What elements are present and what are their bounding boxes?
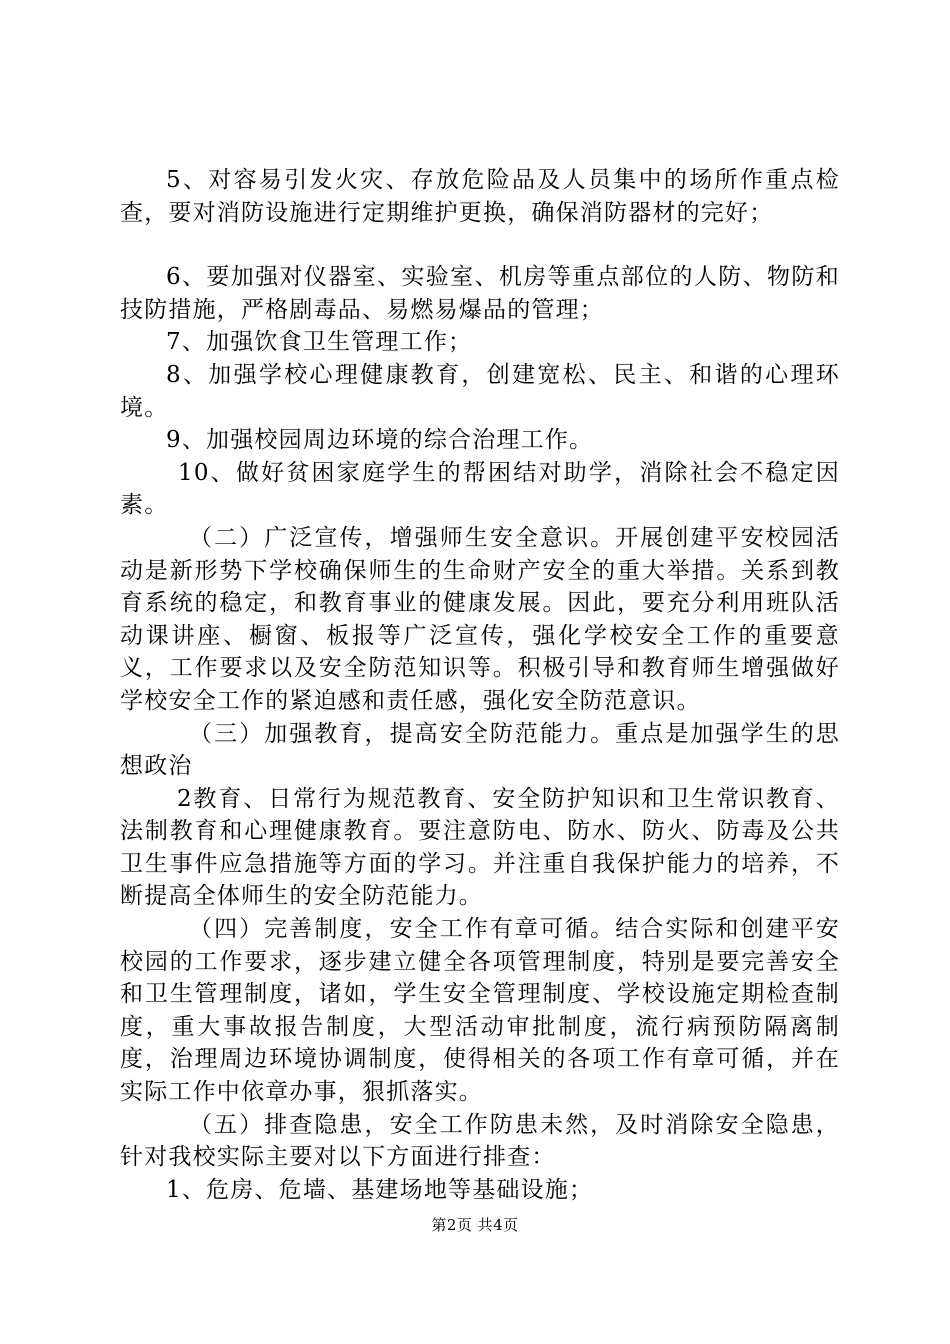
paragraph-section-3: （三）加强教育，提高安全防范能力。重点是加强学生的思想政治: [120, 720, 840, 780]
paragraph-section-4: （四）完善制度，安全工作有章可循。结合实际和创建平安校园的工作要求，逐步建立健全各项管理制度，特别是要完善安全和卫生管理制度，诸如，学生安全管理制度、学校设施定期检查制度，重大事故报告制度，大型活动审批制度，流行病预防隔离制度，治理周边环境协调制度，使得相关的各项工作有章可循，并在实际工作中依章办事，狠抓落实。: [120, 916, 840, 1106]
paragraph-check-item-1: 1、危房、危墙、基建场地等基础设施；: [166, 1176, 594, 1203]
paragraph-item-8: 8、加强学校心理健康教育，创建宽松、民主、和谐的心理环境。: [120, 361, 840, 421]
paragraph-item-5: 5、对容易引发火灾、存放危险品及人员集中的场所作重点检查，要对消防设施进行定期维护更换，确保消防器材的完好；: [120, 167, 840, 226]
paragraph-item-7: 7、加强饮食卫生管理工作；: [166, 329, 473, 356]
document-body: [120, 164, 840, 1206]
paragraph-item-10: 10、做好贫困家庭学生的帮困结对助学，消除社会不稳定因素。: [120, 459, 840, 519]
page-number-footer: 第2页 共4页: [431, 1216, 519, 1234]
paragraph-section-3-continued: 2教育、日常行为规范教育、安全防护知识和卫生常识教育、法制教育和心理健康教育。要注意防电、防水、防火、防毒及公共卫生事件应急措施等方面的学习。并注重自我保护能力的培养，不断提高全体师生的安全防范能力。: [120, 785, 840, 910]
paragraph-item-6: 6、要加强对仪器室、实验室、机房等重点部位的人防、物防和技防措施，严格剧毒品、易燃易爆品的管理；: [120, 264, 840, 323]
paragraph-item-9: 9、加强校园周边环境的综合治理工作。: [166, 427, 594, 454]
paragraph-section-2: （二）广泛宣传，增强师生安全意识。开展创建平安校园活动是新形势下学校确保师生的生命财产安全的重大举措。关系到教育系统的稳定，和教育事业的健康发展。因此，要充分利用班队活动课讲座、橱窗、板报等广泛宣传，强化学校安全工作的重要意义，工作要求以及安全防范知识等。积极引导和教育师生增强做好学校安全工作的紧迫感和责任感，强化安全防范意识。: [120, 524, 840, 714]
paragraph-section-5: （五）排查隐患，安全工作防患未然，及时消除安全隐患，针对我校实际主要对以下方面进行排查：: [120, 1111, 840, 1171]
